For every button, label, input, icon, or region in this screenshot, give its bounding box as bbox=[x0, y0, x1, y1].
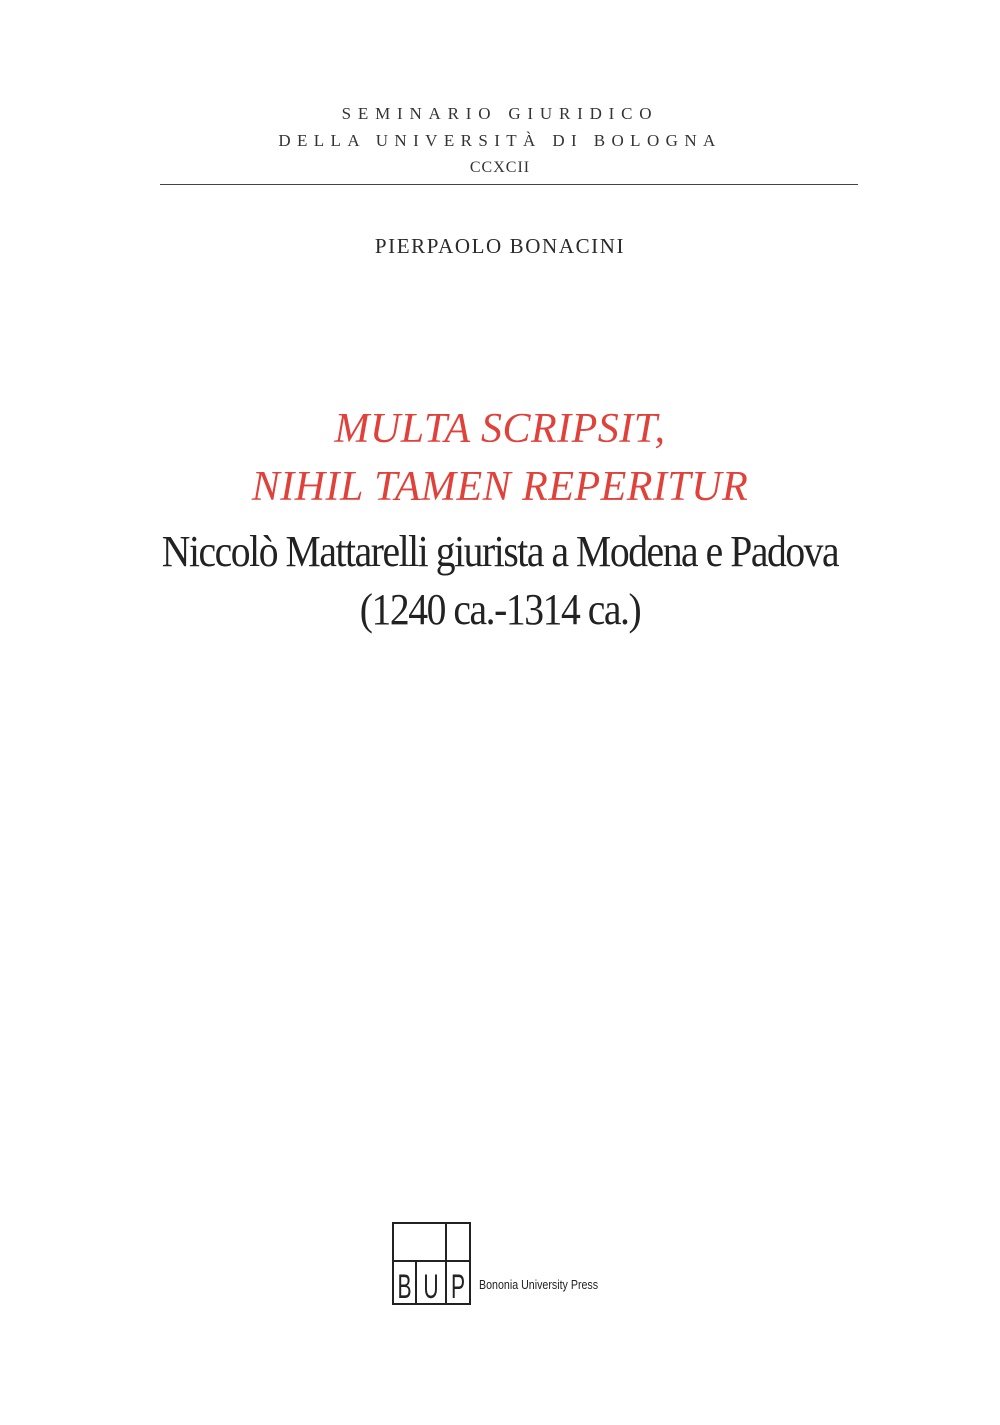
series-line-1: SEMINARIO GIURIDICO bbox=[341, 104, 659, 123]
series-line-2: DELLA UNIVERSITÀ DI BOLOGNA bbox=[278, 131, 722, 150]
subtitle-line-1: Niccolò Mattarelli giurista a Modena e Padova bbox=[161, 527, 839, 576]
publisher-name: Bononia University Press bbox=[479, 1277, 599, 1292]
svg-text:B: B bbox=[397, 1266, 412, 1305]
subtitle-line-2: (1240 ca.-1314 ca.) bbox=[359, 585, 641, 634]
header-rule bbox=[160, 184, 858, 185]
title-line-1: MULTA SCRIPSIT, bbox=[334, 406, 666, 452]
svg-text:U: U bbox=[423, 1266, 439, 1305]
author-name: PIERPAOLO BONACINI bbox=[374, 234, 626, 258]
title-line-2: NIHIL TAMEN REPERITUR bbox=[251, 464, 749, 510]
publisher-logo bbox=[392, 1222, 471, 1305]
svg-text:P: P bbox=[450, 1266, 466, 1305]
series-number: CCXCII bbox=[469, 159, 531, 176]
